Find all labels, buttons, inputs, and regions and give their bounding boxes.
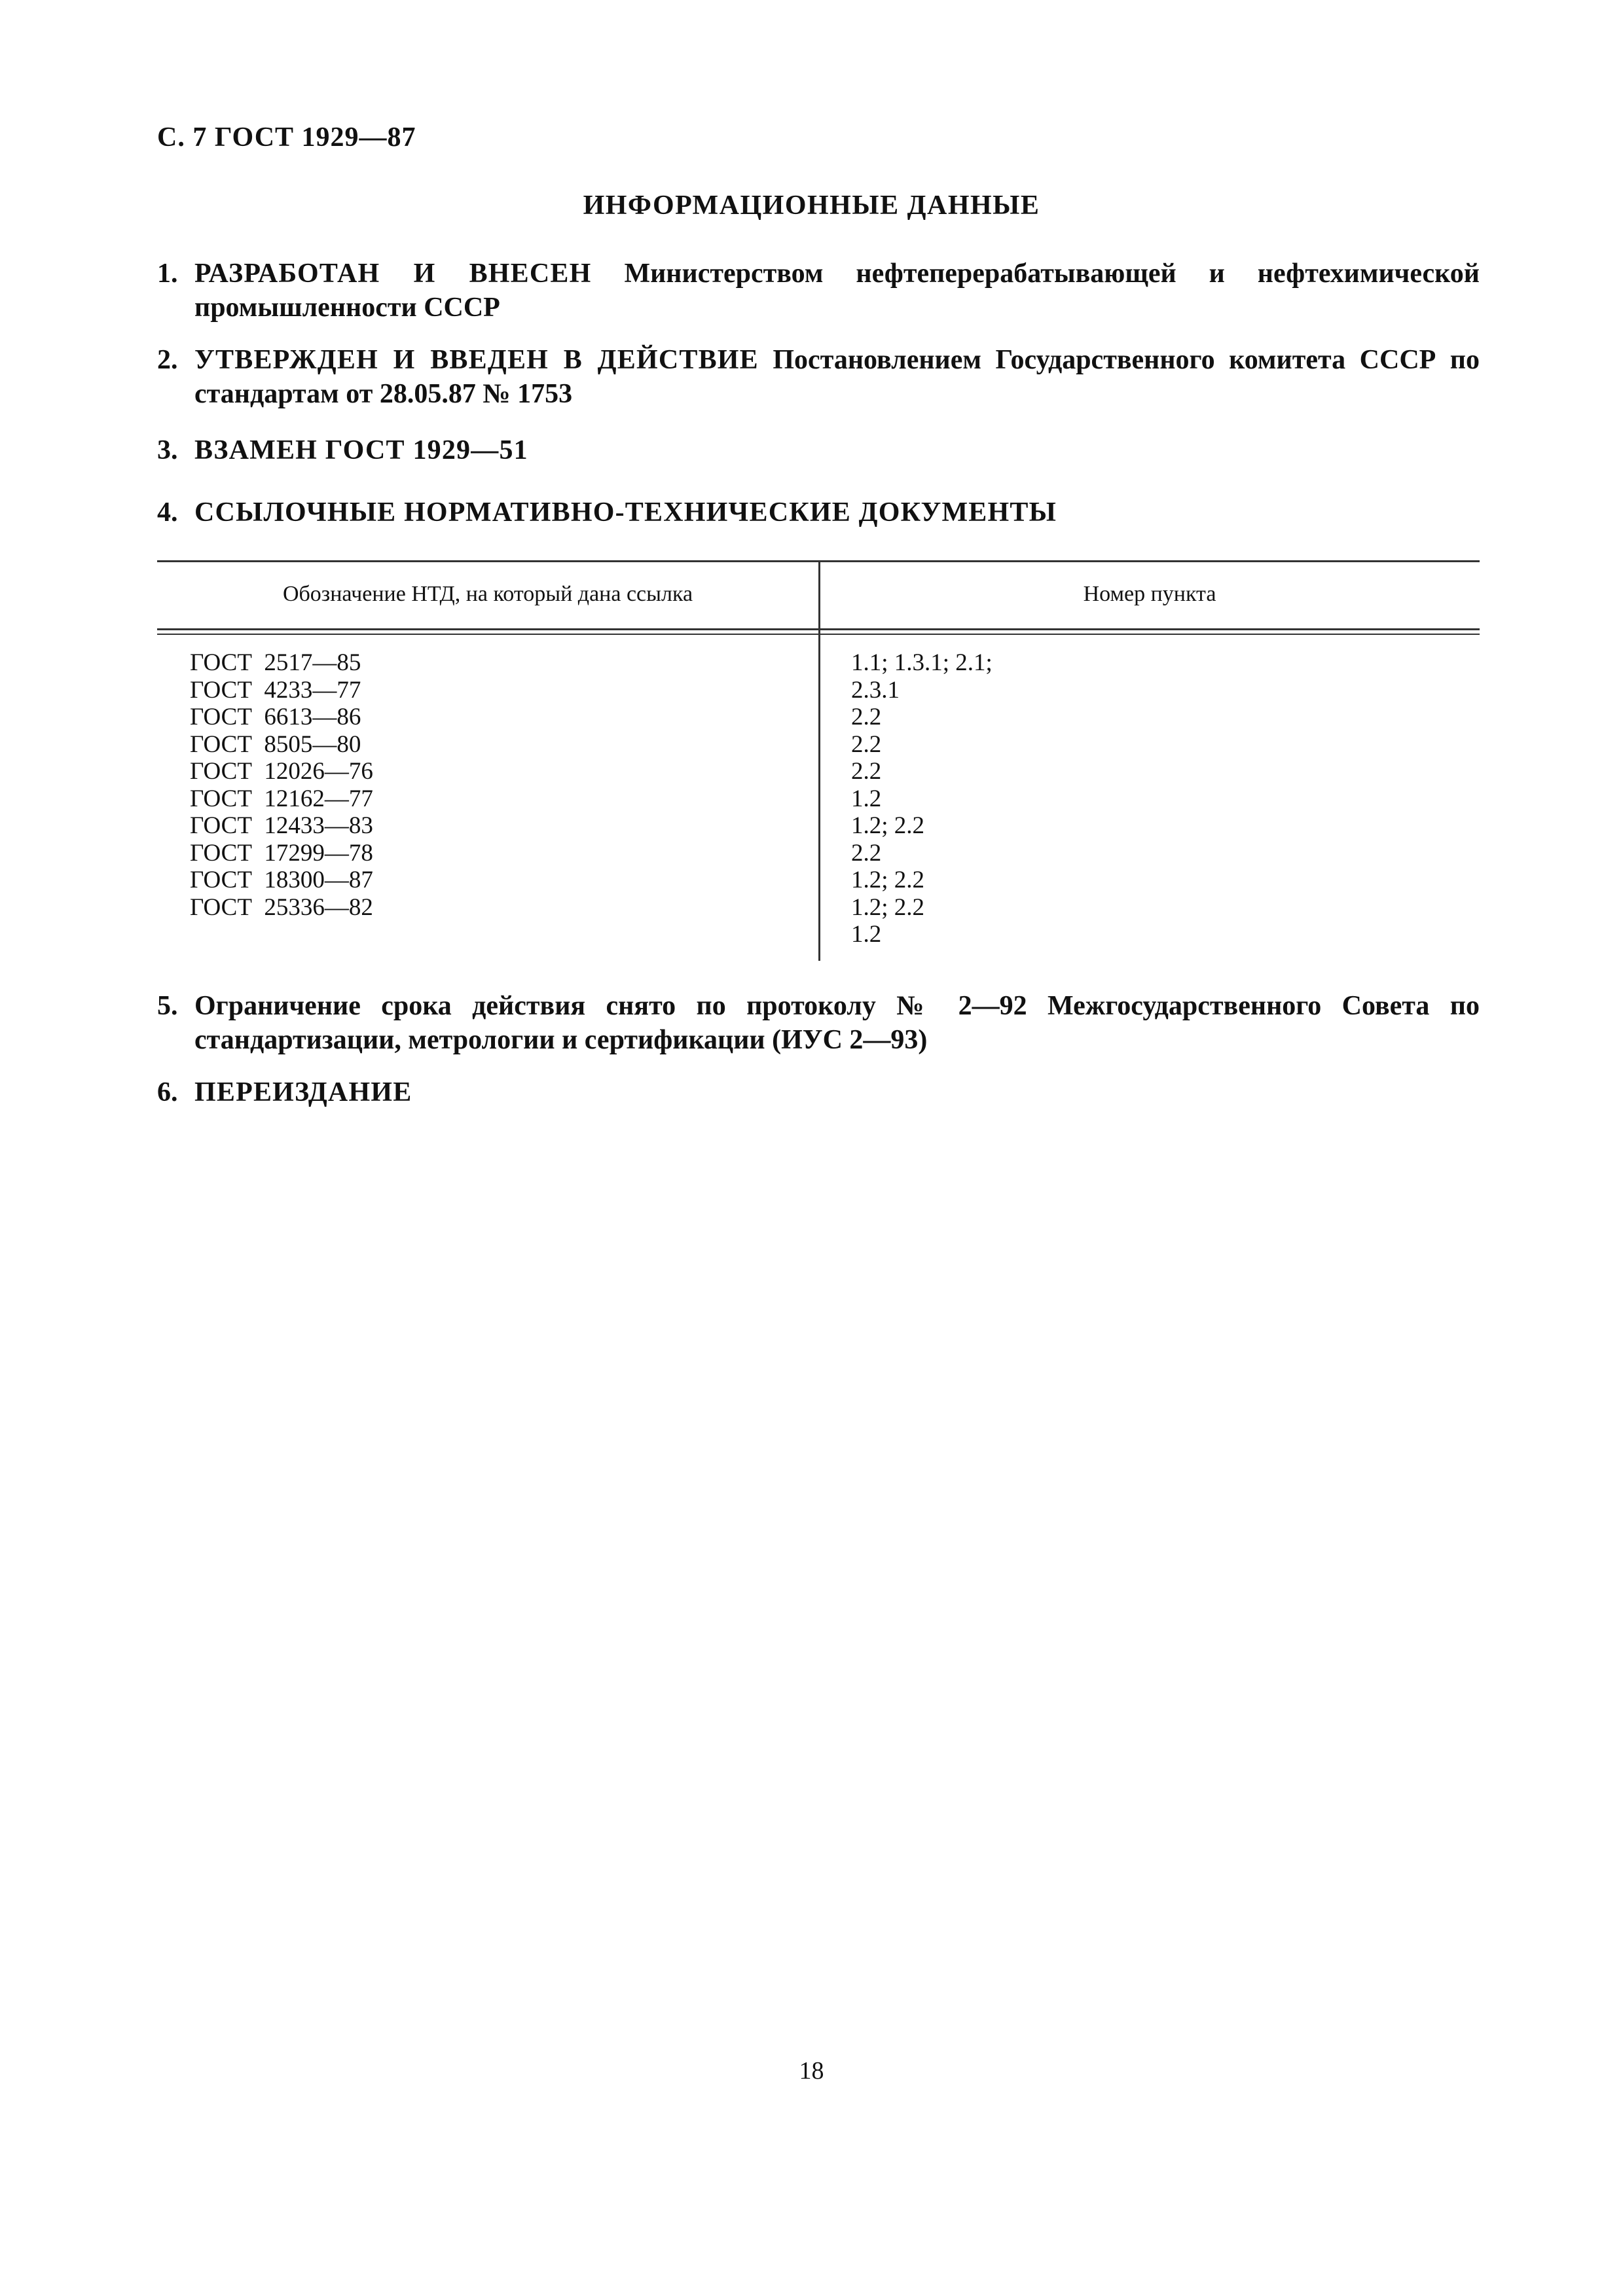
info-item-approved xyxy=(157,343,1480,411)
page-header: С. 7 ГОСТ 1929—87 xyxy=(157,122,416,152)
info-item-validity xyxy=(157,989,1480,1057)
table-cell-clause: 2.2 xyxy=(851,730,882,758)
item-body xyxy=(194,495,1480,529)
item-body xyxy=(194,257,1480,325)
item-number: 5. xyxy=(157,991,178,1021)
item-lead: УТВЕРЖДЕН И ВВЕДЕН В ДЕЙСТВИЕ xyxy=(194,345,759,375)
table-cell-document: ГОСТ 8505—80 xyxy=(190,730,361,758)
table-cell-document: ГОСТ 12433—83 xyxy=(190,812,373,839)
info-item-reissue xyxy=(157,1075,1480,1109)
item-number: 1. xyxy=(157,259,178,289)
table-cell-document: ГОСТ 18300—87 xyxy=(190,867,373,893)
page-number: 18 xyxy=(799,2057,824,2085)
table-column-clauses xyxy=(851,649,1467,948)
table-cell-document: ГОСТ 2517—85 xyxy=(190,649,361,676)
table-cell-clause: 2.2 xyxy=(851,839,882,867)
table-cell-clause: 1.2; 2.2 xyxy=(851,812,925,839)
item-number: 6. xyxy=(157,1077,178,1107)
table-cell-document: ГОСТ 17299—78 xyxy=(190,839,373,867)
item-number: 3. xyxy=(157,435,178,465)
table-cell-clause: 2.2 xyxy=(851,704,882,730)
table-header-clause: Номер пункта xyxy=(1083,582,1216,606)
item-body xyxy=(194,433,1480,467)
item-text: Министерством нефтеперерабатывающей и нефтехимической промышленности СССР xyxy=(194,259,1480,323)
table-cell-clause: 1.2; 2.2 xyxy=(851,893,925,921)
table-cell-document: ГОСТ 12026—76 xyxy=(190,758,373,785)
info-item-developed xyxy=(157,257,1480,325)
table-cell-clause: 1.2; 2.2 xyxy=(851,867,925,893)
table-header-document: Обозначение НТД, на который дана ссылка xyxy=(282,582,693,606)
table-cell-document: ГОСТ 12162—77 xyxy=(190,785,373,812)
table-cell-document: ГОСТ 6613—86 xyxy=(190,704,361,730)
item-lead: ПЕРЕИЗДАНИЕ xyxy=(194,1077,412,1107)
item-text: Ограничение срока действия снято по протоколу № 2—92 Межгосударственного Совета по стандартизации, метрологии и сертификации (ИУС 2—93) xyxy=(194,991,1480,1055)
info-item-references xyxy=(157,495,1480,529)
table-cell-clause: 1.2 xyxy=(851,921,882,948)
table-cell-clause: 2.2 xyxy=(851,758,882,785)
table-cell-clause: 2.3.1 xyxy=(851,676,900,704)
item-body xyxy=(194,989,1480,1057)
table-cell-document: ГОСТ 4233—77 xyxy=(190,676,361,704)
item-body xyxy=(194,1075,1480,1109)
item-number: 2. xyxy=(157,345,178,375)
table-cell-clause: 1.2 xyxy=(851,785,882,812)
table-cell-clause: 1.1; 1.3.1; 2.1; xyxy=(851,649,993,676)
item-lead: ССЫЛОЧНЫЕ НОРМАТИВНО-ТЕХНИЧЕСКИЕ ДОКУМЕНТЫ xyxy=(194,497,1057,528)
item-lead: РАЗРАБОТАН И ВНЕСЕН xyxy=(194,259,592,289)
table-cell-document: ГОСТ 25336—82 xyxy=(190,893,373,921)
info-item-replaces xyxy=(157,433,1480,467)
table-column-documents xyxy=(190,649,805,921)
item-text: Постановлением Государственного комитета СССР по стандартам от 28.05.87 № 1753 xyxy=(194,345,1480,409)
item-number: 4. xyxy=(157,497,178,528)
reference-table xyxy=(157,560,1480,961)
item-lead: ВЗАМЕН ГОСТ 1929—51 xyxy=(194,435,528,465)
section-title: ИНФОРМАЦИОННЫЕ ДАННЫЕ xyxy=(583,190,1040,221)
item-body xyxy=(194,343,1480,411)
